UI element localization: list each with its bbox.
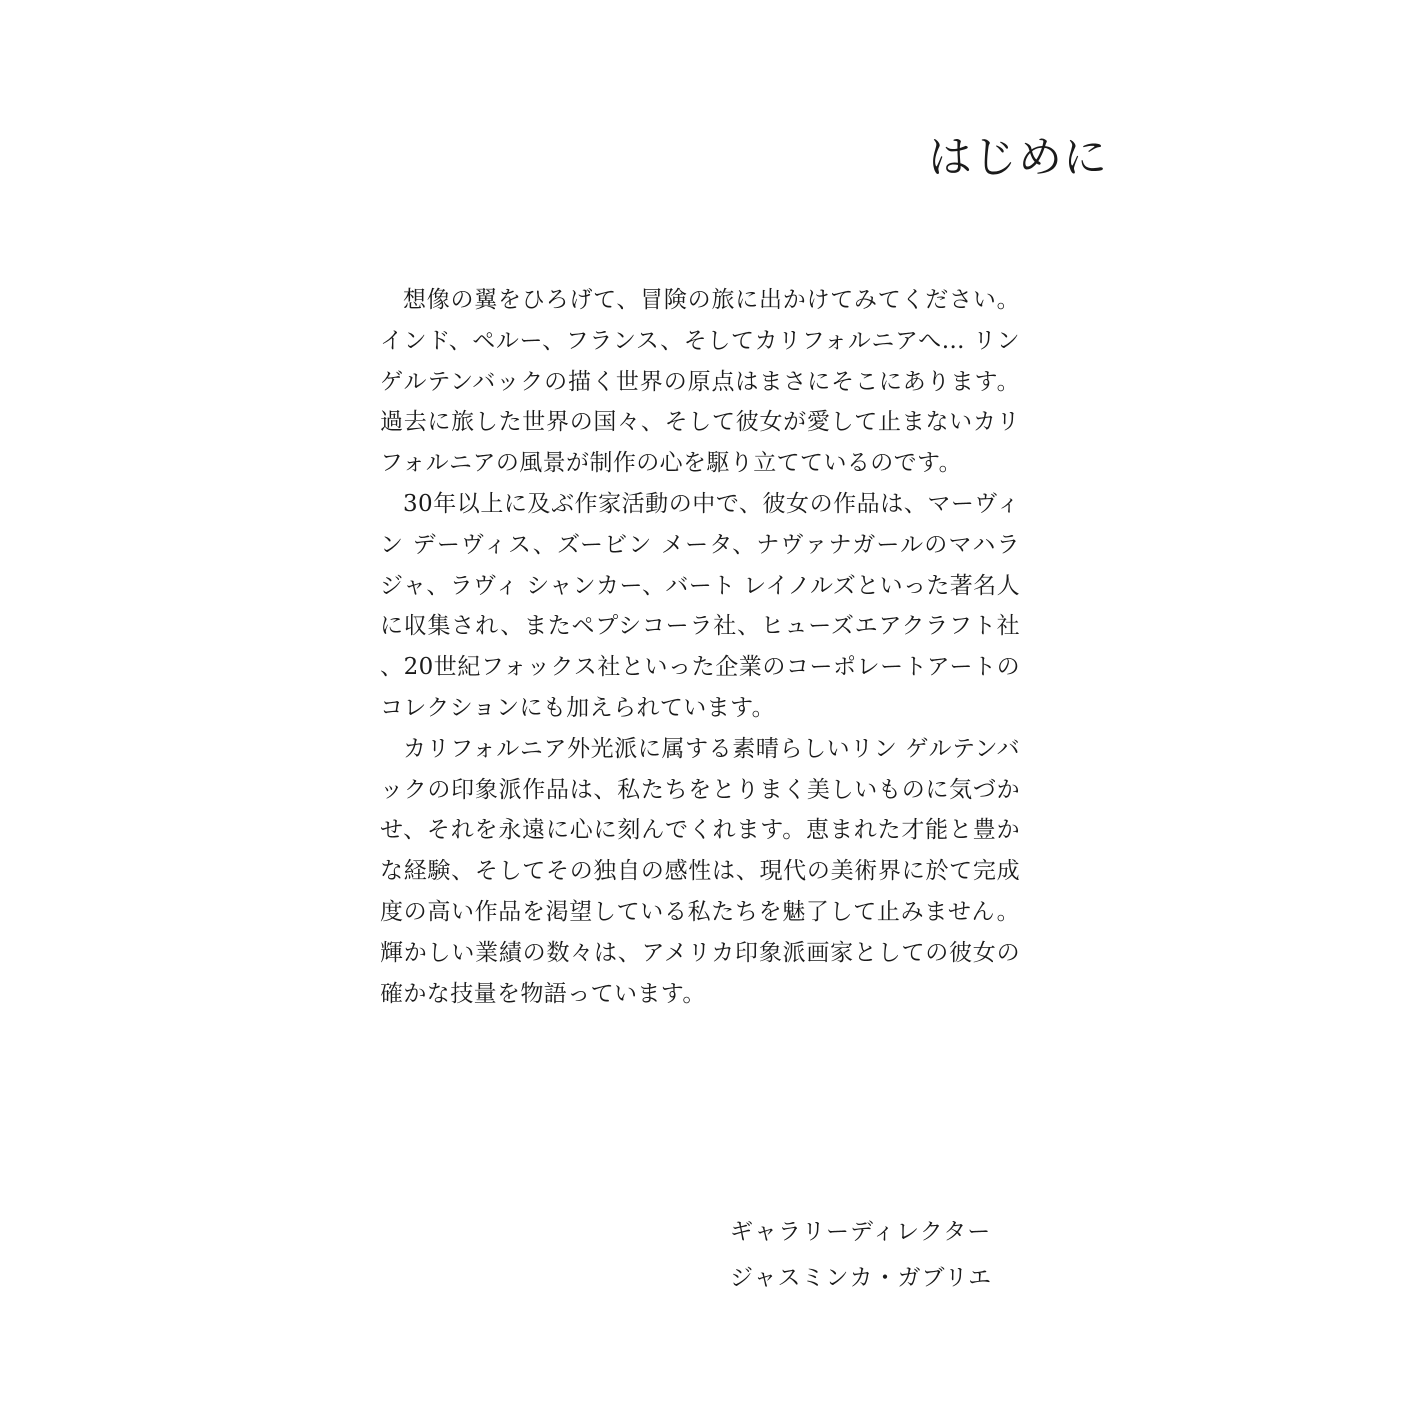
- page-title: はじめに: [928, 132, 1108, 183]
- paragraph-collectors: 30年以上に及ぶ作家活動の中で、彼女の作品は、マーヴィン デーヴィス、ズービン メータ、ナヴァナガールのマハラジャ、ラヴィ シャンカー、バート レイノルズといった著名人に収集され、またペプシコーラ社、ヒューズエアクラフト社、20世紀フォックス社といった企業のコーポレートアートのコレクションにも加えられています。: [380, 490, 1020, 721]
- signature-name: ジャスミンカ・ガブリエ: [730, 1265, 993, 1291]
- body-text: [380, 280, 1020, 1014]
- signature-role: ギャラリーディレクター: [730, 1219, 992, 1245]
- paragraph-intro: 想像の翼をひろげて、冒険の旅に出かけてみてください。インド、ペルー、フランス、そしてカリフォルニアへ… リン ゲルテンバックの描く世界の原点はまさにそこにあります。過去に旅した世界の国々、そして彼女が愛して止まないカリフォルニアの風景が制作の心を駆り立てているのです。: [380, 287, 1020, 477]
- signature-block: [730, 1209, 1030, 1301]
- paragraph-impressionism: カリフォルニア外光派に属する素晴らしいリン ゲルテンバックの印象派作品は、私たちをとりまく美しいものに気づかせ、それを永遠に心に刻んでくれます。恵まれた才能と豊かな経験、そしてその独自の感性は、現代の美術界に於て完成度の高い作品を渇望している私たちを魅了して止みません。輝かしい業績の数々は、アメリカ印象派画家としての彼女の確かな技量を物語っています。: [380, 735, 1020, 1007]
